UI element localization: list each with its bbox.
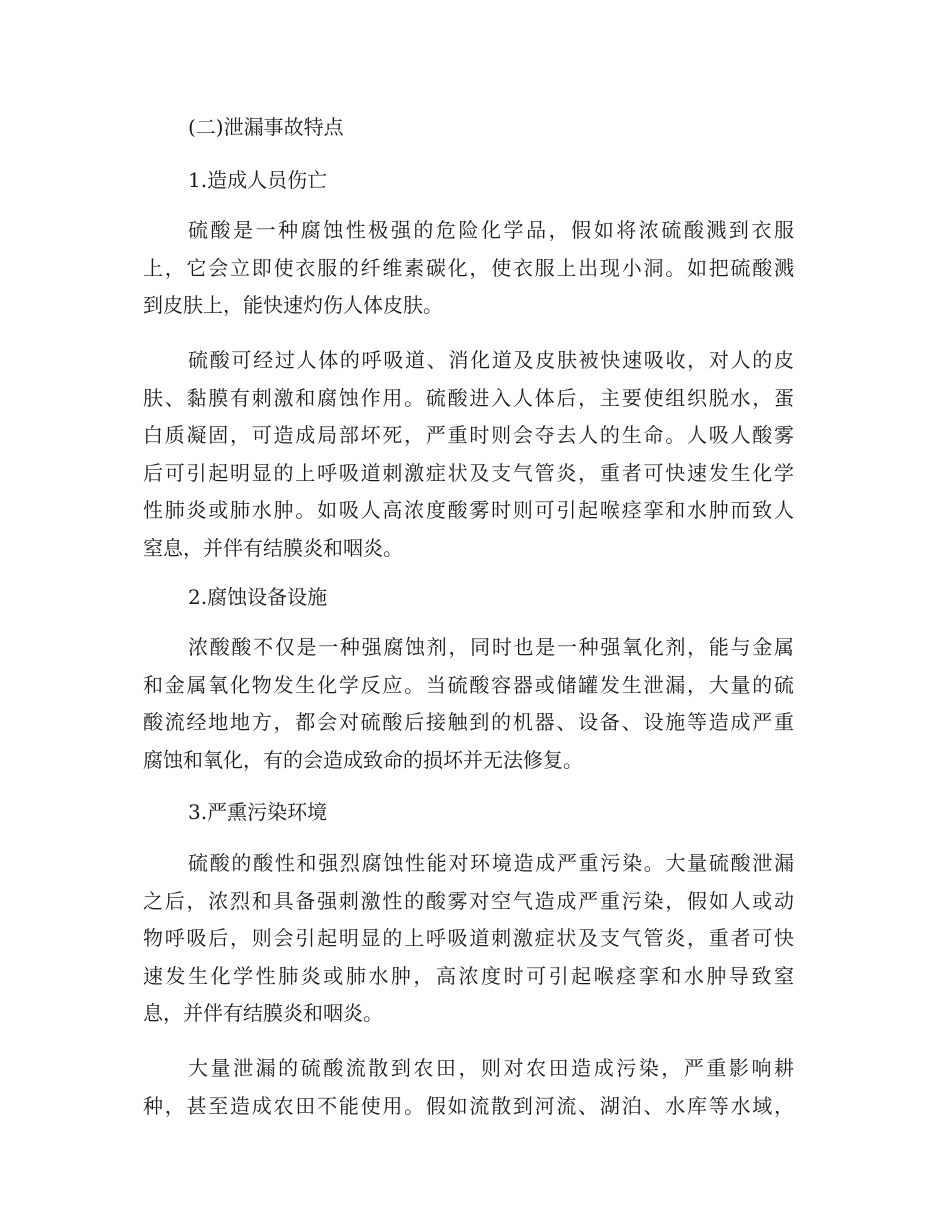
paragraph-5-line: 大量泄漏的硫酸流散到农田，则对农田造成污染，严重影响耕	[188, 1056, 794, 1080]
paragraph-2-line: 硫酸可经过人体的呼吸道、消化道及皮肤被快速吸收，对人的皮	[188, 348, 794, 372]
paragraph-3-line: 酸流经地地方，都会对硫酸后接触到的机器、设备、设施等造成严重	[143, 710, 794, 734]
paragraph-1-line: 到皮肤上，能快速灼伤人体皮肤。	[143, 293, 443, 317]
paragraph-1-line: 硫酸是一种腐蚀性极强的危险化学品，假如将浓硫酸溅到衣服	[188, 218, 794, 242]
paragraph-4-line: 息，并伴有结膜炎和咽炎。	[143, 1001, 383, 1025]
paragraph-1-line: 上，它会立即使衣服的纤维素碳化，使衣服上出现小洞。如把硫酸溅	[143, 255, 794, 280]
item-3-title: 3.严熏污染环境	[188, 800, 328, 824]
paragraph-4	[143, 845, 794, 1033]
paragraph-4-line: 硫酸的酸性和强烈腐蚀性能对环境造成严重污染。大量硫酸泄漏	[188, 851, 794, 875]
paragraph-3-line: 腐蚀和氧化，有的会造成致命的损坏并无法修复。	[143, 747, 583, 772]
paragraph-4-line: 速发生化学性肺炎或肺水肿，高浓度时可引起喉痉挛和水肿导致窒	[143, 963, 794, 988]
paragraph-3	[143, 629, 794, 779]
paragraph-4-line: 物呼吸后，则会引起明显的上呼吸道刺激症状及支气管炎，重者可快	[143, 926, 794, 950]
paragraph-2-line: 性肺炎或肺水肿。如吸人高浓度酸雾时则可引起喉痉挛和水肿而致人	[143, 498, 794, 522]
paragraph-3-line: 和金属氧化物发生化学反应。当硫酸容器或储罐发生泄漏，大量的硫	[143, 672, 794, 697]
paragraph-2	[143, 342, 794, 567]
paragraph-2-line: 白质凝固，可造成局部坏死，严重时则会夺去人的生命。人吸人酸雾	[143, 423, 794, 447]
paragraph-5-line: 种，甚至造成农田不能使用。假如流散到河流、湖泊、水库等水域，	[143, 1093, 794, 1118]
paragraph-4-line: 之后，浓烈和具备强刺激性的酸雾对空气造成严重污染，假如人或动	[143, 888, 794, 913]
paragraph-2-line: 窒息，并伴有结膜炎和咽炎。	[143, 535, 403, 560]
paragraph-5	[143, 1050, 794, 1125]
item-1-title: 1.造成人员伤亡	[188, 168, 328, 192]
paragraph-2-line: 后可引起明显的上呼吸道刺激症状及支气管炎，重者可快速发生化学	[143, 460, 794, 485]
paragraph-2-line: 肤、黏膜有刺激和腐蚀作用。硫酸进入人体后，主要使组织脱水，蛋	[143, 385, 794, 410]
section-title: (二)泄漏事故特点	[188, 115, 344, 139]
paragraph-3-line: 浓酸酸不仅是一种强腐蚀剂，同时也是一种强氧化剂，能与金属	[188, 635, 794, 659]
item-2-title: 2.腐蚀设备设施	[188, 585, 328, 609]
paragraph-1	[143, 212, 794, 325]
